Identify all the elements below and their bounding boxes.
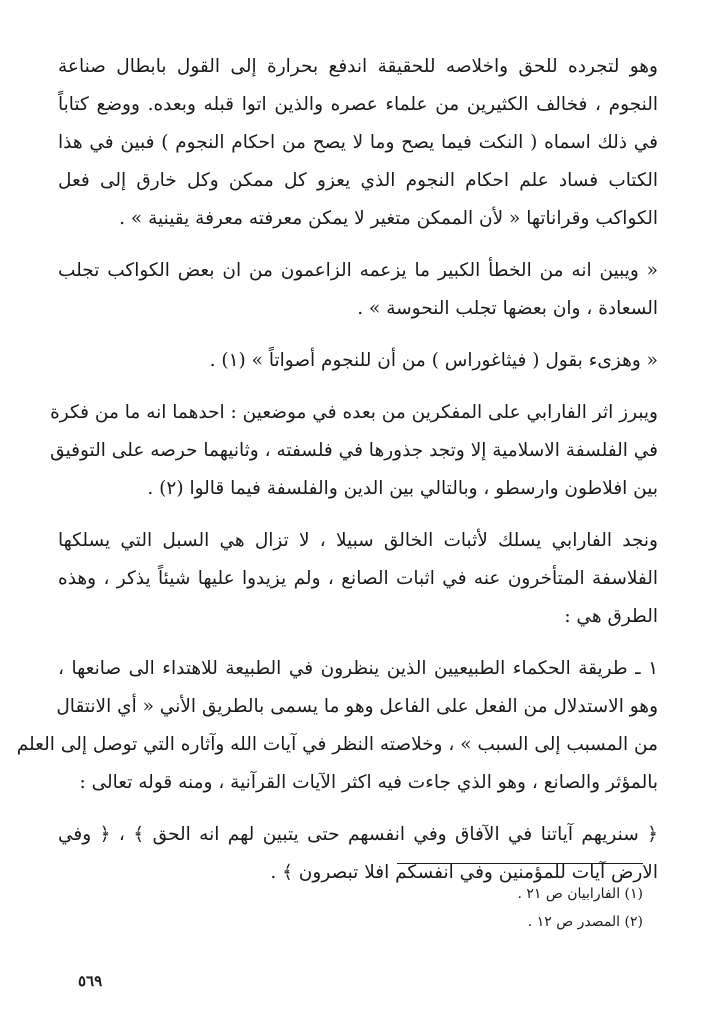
- text-line: وهو لتجرده للحق واخلاصه للحقيقة اندفع بحرارة إلى القول بابطال صناعة: [58, 56, 658, 77]
- text-line: الكتاب فساد علم احكام النجوم الذي يعزو كل ممكن وكل خارق إلى فعل: [58, 170, 658, 191]
- paragraph-planets-luck: [58, 252, 658, 328]
- text-line: من المسبب إلى السبب » ، وخلاصته النظر في آيات الله وآثاره التي توصل إلى العلم: [16, 734, 658, 755]
- footnote-1: (١) الفارابيان ص ٢١ .: [517, 886, 643, 902]
- text-line: « وهزىء بقول ( فيثاغوراس ) من أن للنجوم أصواتاً » (١) .: [209, 350, 658, 371]
- paragraph-pythagoras: [58, 342, 658, 380]
- text-line: في ذلك اسماه ( النكت فيما يصح وما لا يصح من احكام النجوم ) فبين في هذا: [58, 132, 658, 153]
- page-number: ٥٦٩: [78, 972, 103, 990]
- text-line: الفلاسفة المتأخرون عنه في اثبات الصانع ، ولم يزيدوا عليها شيئاً يذكر ، وهذه: [58, 568, 658, 589]
- text-line: في الفلسفة الاسلامية إلا وتجد جذورها في فلسفته ، وثانيهما حرصه على التوفيق: [50, 440, 658, 461]
- text-line: « ويبين انه من الخطأ الكبير ما يزعمه الزاعمون من ان بعض الكواكب تجلب: [58, 260, 658, 281]
- text-line: السعادة ، وان بعضها تجلب النحوسة » .: [357, 298, 658, 319]
- paragraph-influence: [50, 394, 658, 508]
- footnote-2: (٢) المصدر ص ١٢ .: [527, 914, 643, 930]
- text-line: وهو الاستدلال من الفعل على الفاعل وهو ما يسمى بالطريق الأني « أي الانتقال: [56, 696, 658, 717]
- text-line: الكواكب وقراناتها « لأن الممكن متغير لا يمكن معرفته معرفة يقينية » .: [119, 208, 658, 229]
- footnotes: [517, 880, 643, 936]
- footnote-divider: [397, 863, 643, 864]
- text-line: الارض آيات للمؤمنين وفي انفسكم افلا تبصرون ﴾ .: [270, 862, 658, 883]
- text-line: بالمؤثر والصانع ، وهو الذي جاءت فيه اكثر الآيات القرآنية ، ومنه قوله تعالى :: [79, 772, 658, 793]
- paragraph-proofs-intro: [58, 522, 658, 636]
- text-line: النجوم ، فخالف الكثيرين من علماء عصره والذين اتوا قبله وبعده. ووضع كتاباً: [58, 94, 658, 115]
- text-line: الطرق هي :: [564, 606, 658, 627]
- page-body: [16, 48, 658, 906]
- paragraph-first-method: [16, 650, 658, 802]
- text-line: ﴿ سنريهم آياتنا في الآفاق وفي انفسهم حتى يتبين لهم انه الحق ﴾ ، ﴿ وفي: [58, 824, 658, 845]
- text-line: ونجد الفارابي يسلك لأثبات الخالق سبيلا ، لا تزال هي السبل التي يسلكها: [58, 530, 658, 551]
- text-line: بين افلاطون وارسطو ، وبالتالي بين الدين والفلسفة فيما قالوا (٢) .: [147, 478, 658, 499]
- paragraph-astrology: [58, 48, 658, 238]
- text-line: ١ ـ طريقة الحكماء الطبيعيين الذين ينظرون في الطبيعة للاهتداء الى صانعها ،: [58, 658, 658, 679]
- text-line: ويبرز اثر الفارابي على المفكرين من بعده في موضعين : احدهما انه ما من فكرة: [50, 402, 658, 423]
